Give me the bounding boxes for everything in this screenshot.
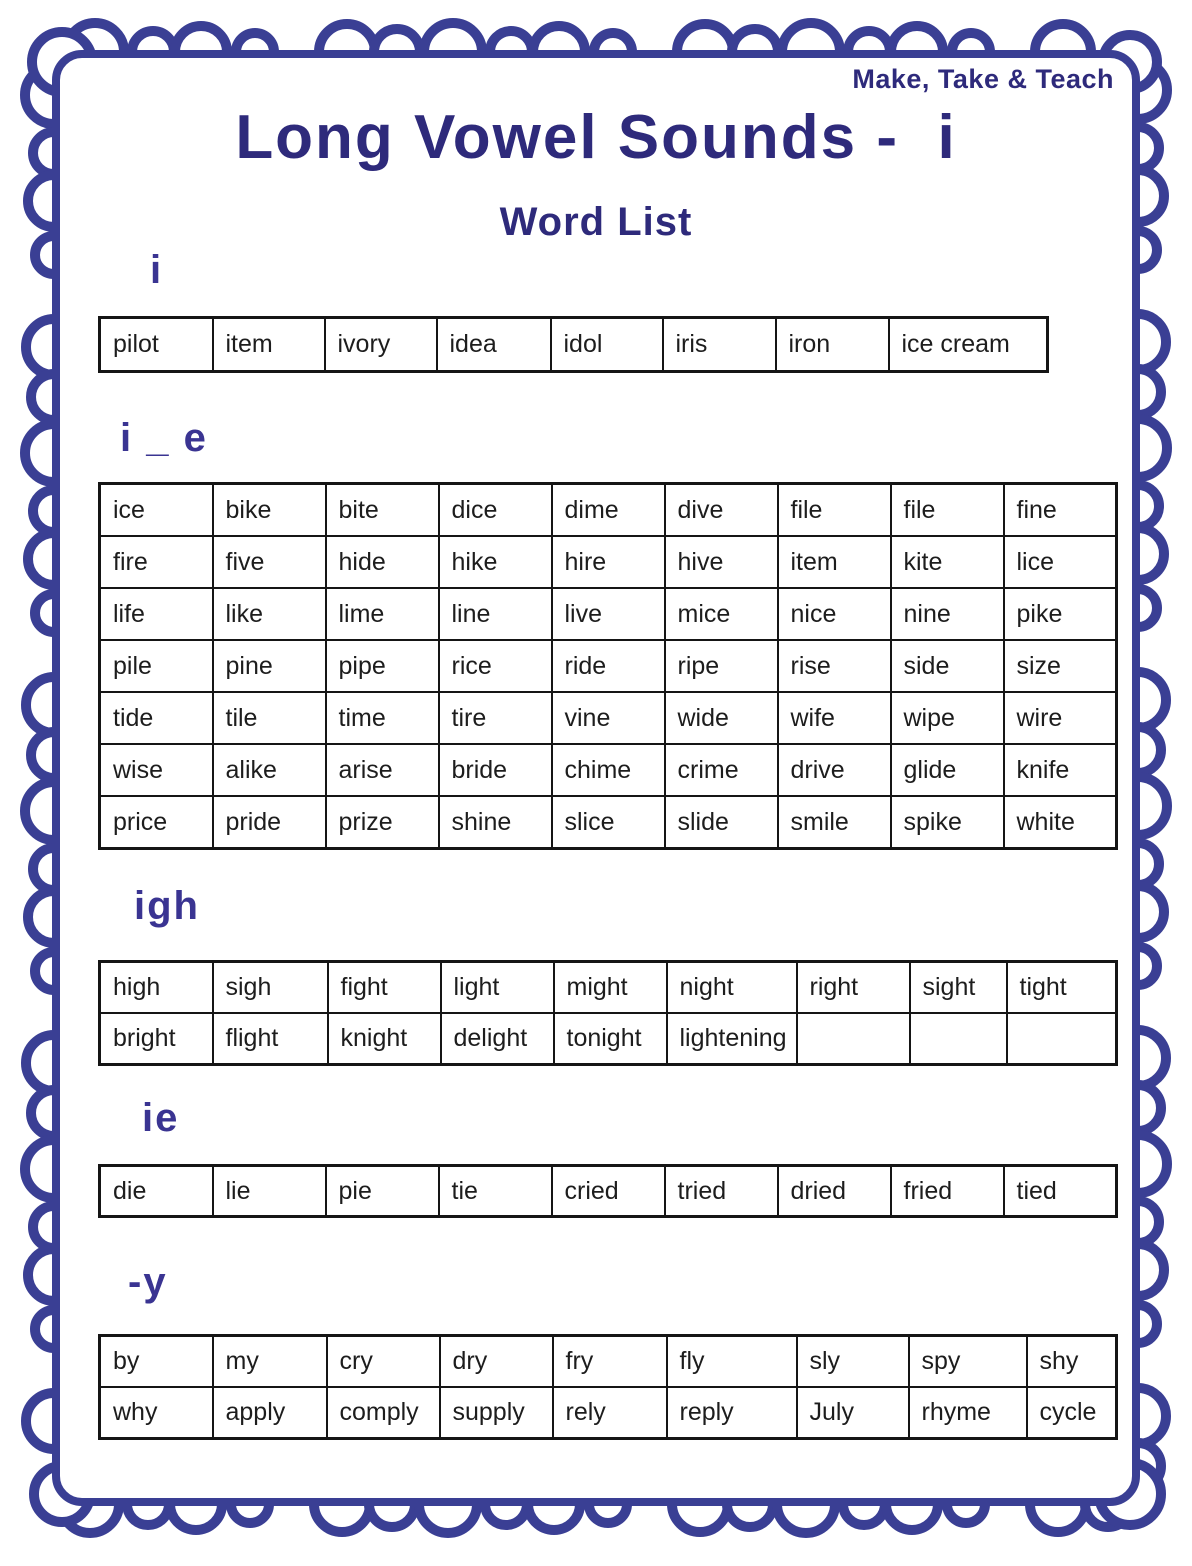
word-cell: wide bbox=[665, 692, 778, 744]
word-cell: live bbox=[552, 588, 665, 640]
word-cell: pipe bbox=[326, 640, 439, 692]
word-cell: pine bbox=[213, 640, 326, 692]
word-cell: reply bbox=[667, 1387, 797, 1439]
word-cell: alike bbox=[213, 744, 326, 796]
word-cell: ice cream bbox=[889, 318, 1048, 372]
word-cell bbox=[797, 1013, 910, 1065]
word-cell: item bbox=[778, 536, 891, 588]
word-cell: fly bbox=[667, 1336, 797, 1388]
word-cell: bite bbox=[326, 484, 439, 537]
word-table-i bbox=[98, 316, 1049, 373]
worksheet-page bbox=[52, 50, 1140, 1506]
word-cell: idea bbox=[437, 318, 551, 372]
table-row bbox=[100, 692, 1117, 744]
word-cell: my bbox=[213, 1336, 327, 1388]
word-cell: ride bbox=[552, 640, 665, 692]
word-cell: by bbox=[100, 1336, 213, 1388]
word-cell: glide bbox=[891, 744, 1004, 796]
word-cell: pile bbox=[100, 640, 213, 692]
word-cell: tonight bbox=[554, 1013, 667, 1065]
word-cell: cry bbox=[327, 1336, 440, 1388]
table-row bbox=[100, 1387, 1117, 1439]
word-cell: tile bbox=[213, 692, 326, 744]
word-cell: time bbox=[326, 692, 439, 744]
word-cell: why bbox=[100, 1387, 213, 1439]
word-cell: fire bbox=[100, 536, 213, 588]
word-cell: crime bbox=[665, 744, 778, 796]
word-cell: line bbox=[439, 588, 552, 640]
word-cell: apply bbox=[213, 1387, 327, 1439]
word-cell: pilot bbox=[100, 318, 213, 372]
word-cell: tight bbox=[1007, 962, 1117, 1014]
word-cell: slice bbox=[552, 796, 665, 849]
table-row bbox=[100, 744, 1117, 796]
word-cell: sigh bbox=[213, 962, 328, 1014]
word-cell: smile bbox=[778, 796, 891, 849]
word-cell: lie bbox=[213, 1166, 326, 1217]
word-cell: nine bbox=[891, 588, 1004, 640]
table-row bbox=[100, 484, 1117, 537]
section-heading-y: -y bbox=[128, 1260, 168, 1304]
word-cell: price bbox=[100, 796, 213, 849]
word-cell: shy bbox=[1027, 1336, 1117, 1388]
word-cell: prize bbox=[326, 796, 439, 849]
word-cell: light bbox=[441, 962, 554, 1014]
word-cell: ivory bbox=[325, 318, 437, 372]
word-cell: supply bbox=[440, 1387, 553, 1439]
section-heading-i-e: i _ e bbox=[120, 416, 208, 460]
word-table-igh bbox=[98, 960, 1118, 1066]
word-table-y bbox=[98, 1334, 1118, 1440]
word-cell: dry bbox=[440, 1336, 553, 1388]
word-cell: spike bbox=[891, 796, 1004, 849]
word-cell: lice bbox=[1004, 536, 1117, 588]
word-cell: iron bbox=[776, 318, 889, 372]
table-row bbox=[100, 640, 1117, 692]
word-cell: dime bbox=[552, 484, 665, 537]
word-cell: ripe bbox=[665, 640, 778, 692]
word-cell: wife bbox=[778, 692, 891, 744]
word-cell: arise bbox=[326, 744, 439, 796]
word-cell: fight bbox=[328, 962, 441, 1014]
word-cell: flight bbox=[213, 1013, 328, 1065]
section-heading-ie: ie bbox=[142, 1096, 180, 1140]
word-cell: cried bbox=[552, 1166, 665, 1217]
word-cell: five bbox=[213, 536, 326, 588]
word-cell: lime bbox=[326, 588, 439, 640]
word-cell bbox=[910, 1013, 1007, 1065]
word-cell: spy bbox=[909, 1336, 1027, 1388]
word-cell: knight bbox=[328, 1013, 441, 1065]
table-row bbox=[100, 962, 1117, 1014]
word-cell: tried bbox=[665, 1166, 778, 1217]
word-cell: tire bbox=[439, 692, 552, 744]
word-cell: dive bbox=[665, 484, 778, 537]
word-cell: bright bbox=[100, 1013, 213, 1065]
word-cell: cycle bbox=[1027, 1387, 1117, 1439]
brand-logo-text: Make, Take & Teach bbox=[852, 64, 1114, 94]
word-cell: wipe bbox=[891, 692, 1004, 744]
section-heading-i: i bbox=[150, 248, 164, 292]
word-table-ie bbox=[98, 1164, 1118, 1218]
word-cell: kite bbox=[891, 536, 1004, 588]
word-cell: hive bbox=[665, 536, 778, 588]
word-cell: lightening bbox=[667, 1013, 797, 1065]
word-cell: fine bbox=[1004, 484, 1117, 537]
word-cell: delight bbox=[441, 1013, 554, 1065]
page-subtitle: Word List bbox=[499, 200, 693, 244]
word-cell: hike bbox=[439, 536, 552, 588]
word-cell: ice bbox=[100, 484, 213, 537]
word-cell: fried bbox=[891, 1166, 1004, 1217]
word-cell: pie bbox=[326, 1166, 439, 1217]
word-cell: vine bbox=[552, 692, 665, 744]
table-row bbox=[100, 588, 1117, 640]
word-cell: hide bbox=[326, 536, 439, 588]
word-cell: file bbox=[891, 484, 1004, 537]
word-cell: hire bbox=[552, 536, 665, 588]
word-cell: pike bbox=[1004, 588, 1117, 640]
word-cell: bike bbox=[213, 484, 326, 537]
word-cell: tide bbox=[100, 692, 213, 744]
word-cell: slide bbox=[665, 796, 778, 849]
word-cell: like bbox=[213, 588, 326, 640]
word-cell: bride bbox=[439, 744, 552, 796]
word-cell: sly bbox=[797, 1336, 909, 1388]
word-cell: shine bbox=[439, 796, 552, 849]
table-row bbox=[100, 796, 1117, 849]
word-cell: might bbox=[554, 962, 667, 1014]
section-heading-igh: igh bbox=[134, 884, 200, 928]
page-title: Long Vowel Sounds - i bbox=[235, 103, 957, 172]
word-cell: file bbox=[778, 484, 891, 537]
table-row bbox=[100, 536, 1117, 588]
word-cell: die bbox=[100, 1166, 213, 1217]
word-cell: tie bbox=[439, 1166, 552, 1217]
table-row bbox=[100, 1013, 1117, 1065]
word-cell: iris bbox=[663, 318, 776, 372]
word-table-i-e bbox=[98, 482, 1118, 850]
word-cell: white bbox=[1004, 796, 1117, 849]
word-cell: sight bbox=[910, 962, 1007, 1014]
word-cell: tied bbox=[1004, 1166, 1117, 1217]
word-cell: July bbox=[797, 1387, 909, 1439]
word-cell: side bbox=[891, 640, 1004, 692]
word-cell: life bbox=[100, 588, 213, 640]
word-cell: size bbox=[1004, 640, 1117, 692]
word-cell: dice bbox=[439, 484, 552, 537]
word-cell bbox=[1007, 1013, 1117, 1065]
word-cell: fry bbox=[553, 1336, 667, 1388]
word-cell: chime bbox=[552, 744, 665, 796]
word-cell: idol bbox=[551, 318, 663, 372]
word-cell: dried bbox=[778, 1166, 891, 1217]
word-cell: pride bbox=[213, 796, 326, 849]
word-cell: rely bbox=[553, 1387, 667, 1439]
word-cell: knife bbox=[1004, 744, 1117, 796]
word-cell: drive bbox=[778, 744, 891, 796]
word-cell: rise bbox=[778, 640, 891, 692]
word-cell: right bbox=[797, 962, 910, 1014]
word-cell: rice bbox=[439, 640, 552, 692]
word-cell: night bbox=[667, 962, 797, 1014]
word-cell: wise bbox=[100, 744, 213, 796]
table-row bbox=[100, 1166, 1117, 1217]
table-row bbox=[100, 1336, 1117, 1388]
word-cell: item bbox=[213, 318, 325, 372]
word-cell: high bbox=[100, 962, 213, 1014]
word-cell: nice bbox=[778, 588, 891, 640]
word-cell: comply bbox=[327, 1387, 440, 1439]
word-cell: wire bbox=[1004, 692, 1117, 744]
word-cell: rhyme bbox=[909, 1387, 1027, 1439]
word-cell: mice bbox=[665, 588, 778, 640]
table-row bbox=[100, 318, 1048, 372]
